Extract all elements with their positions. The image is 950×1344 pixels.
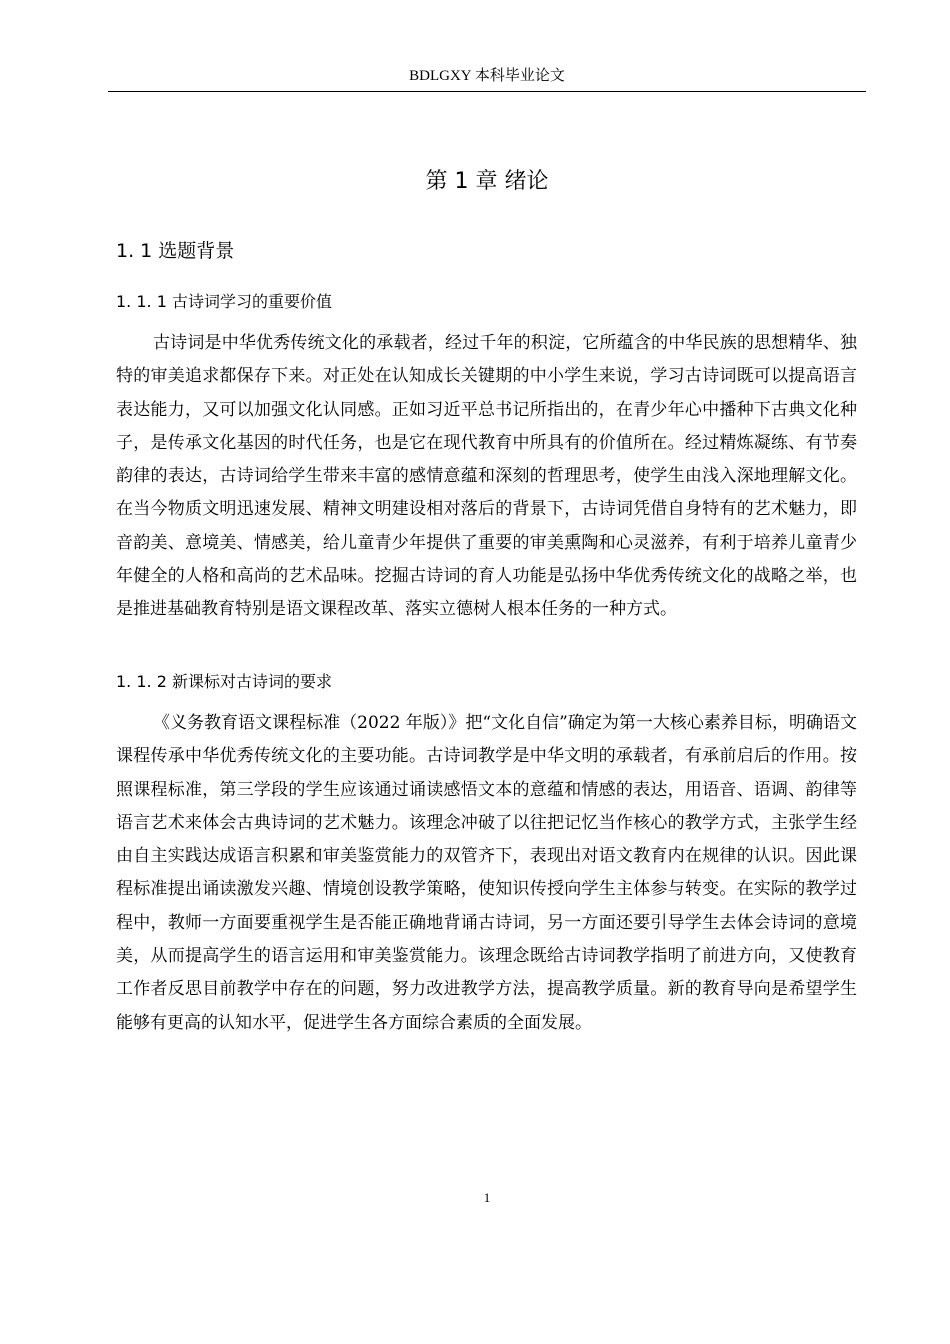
chapter-title: 第 1 章 绪论 — [425, 169, 549, 194]
running-header: BDLGXY 本科毕业论文 — [409, 68, 565, 84]
subsection-heading-curriculum: 1. 1. 2 新课标对古诗词的要求 — [116, 672, 332, 691]
section-heading: 1. 1 选题背景 — [116, 240, 235, 262]
body-paragraph: 古诗词是中华优秀传统文化的承载者，经过千年的积淀，它所蕴含的中华民族的思想精华、独特的审美追求都保存下来。对正处在认知成长关键期的中小学生来说，学习古诗词既可以提高语言表达能力，又可以加强文化认同感。正如习近平总书记所指出的，在青少年心中播种下古典文化种子，是传承文化基因的时代任务，也是它在现代教育中所具有的价值所在。经过精炼凝练、有节奏韵律的表达，古诗词给学生带来丰富的感情意蕴和深刻的哲理思考，使学生由浅入深地理解文化。在当今物质文明迅速发展、精神文明建设相对落后的背景下，古诗词凭借自身特有的艺术魅力，即音韵美、意境美、情感美，给儿童青少年提供了重要的审美熏陶和心灵滋养，有利于培养儿童青少年健全的人格和高尚的艺术品味。挖掘古诗词的育人功能是弘扬中华优秀传统文化的战略之举，也是推进基础教育特别是语文课程改革、落实立德树人根本任务的一种方式。 — [116, 333, 857, 620]
body-paragraph: 《义务教育语文课程标准（2022 年版）》把“文化自信”确定为第一大核心素养目标，明确语文课程传承中华优秀传统文化的主要功能。古诗词教学是中华文明的承载者，有承前启后的作用。按照课程标准，第三学段的学生应该通过诵读感悟文本的意蕴和情感的表达，用语音、语调、韵律等语言艺术来体会古典诗词的艺术魅力。该理念冲破了以往把记忆当作核心的教学方式，主张学生经由自主实践达成语言积累和审美鉴赏能力的双管齐下，表现出对语文教育内在规律的认识。因此课程标准提出诵读激发兴趣、情境创设教学策略，使知识传授向学生主体参与转变。在实际的教学过程中，教师一方面要重视学生是否能正确地背诵古诗词，另一方面还要引导学生去体会诗词的意境美，从而提高学生的语言运用和审美鉴赏能力。该理念既给古诗词教学指明了前进方向，又使教育工作者反思目前教学中存在的问题，努力改进教学方法，提高教学质量。新的教育导向是希望学生能够有更高的认知水平，促进学生各方面综合素质的全面发展。 — [116, 713, 857, 1033]
page-number: 1 — [483, 1190, 491, 1205]
subsection-heading-importance: 1. 1. 1 古诗词学习的重要价值 — [116, 292, 332, 311]
header-divider — [108, 91, 866, 92]
